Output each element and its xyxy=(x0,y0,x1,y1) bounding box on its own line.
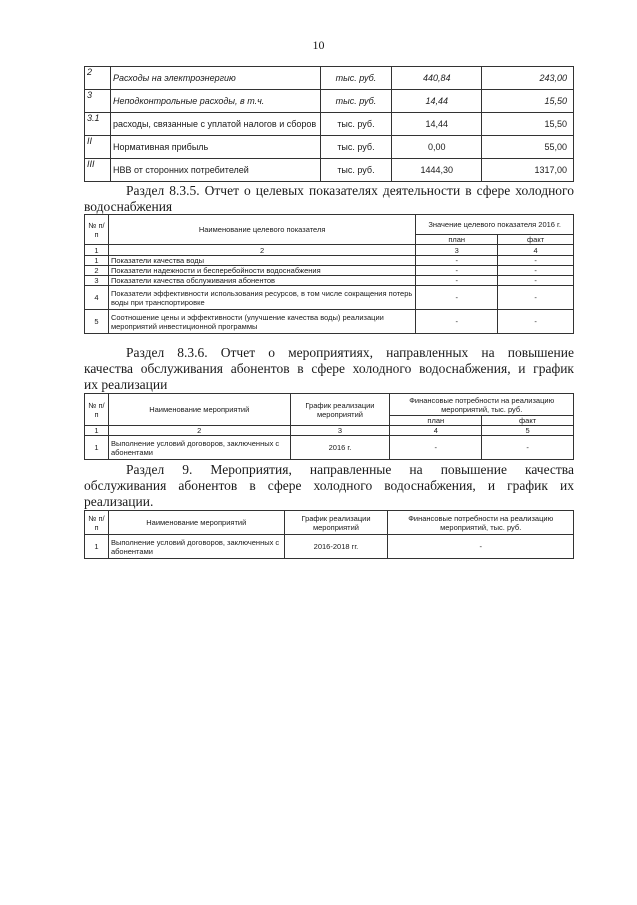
section-836-heading xyxy=(84,345,574,393)
col-plan-header: план xyxy=(416,235,498,245)
table-row xyxy=(85,535,574,559)
row-number: III xyxy=(85,159,111,182)
col-plan-header: план xyxy=(390,416,482,426)
section-9-heading-line1: Раздел 9. Мероприятия, направленные на повышение качества xyxy=(126,462,574,477)
row-plan: 14,44 xyxy=(392,113,482,136)
section-835-heading xyxy=(84,183,574,215)
section-9-heading xyxy=(84,462,574,510)
row-number: 3.1 xyxy=(85,113,111,136)
row-plan: - xyxy=(416,256,498,266)
row-name: Показатели надежности и бесперебойности водоснабжения xyxy=(108,266,415,276)
row-plan: 440,84 xyxy=(392,67,482,90)
row-unit: тыс. руб. xyxy=(320,113,392,136)
row-number: II xyxy=(85,136,111,159)
row-number: 3 xyxy=(85,276,109,286)
row-name: Неподконтрольные расходы, в т.ч. xyxy=(110,90,320,113)
section-836-heading-line3: их реализации xyxy=(84,377,168,392)
col-finance-header: Финансовые потребности на реализацию мероприятий, тыс. руб. xyxy=(390,394,574,416)
row-unit: тыс. руб. xyxy=(320,67,392,90)
col-fact-header: факт xyxy=(498,235,574,245)
row-number: 1 xyxy=(85,256,109,266)
row-number: 1 xyxy=(85,535,109,559)
row-unit: тыс. руб. xyxy=(320,136,392,159)
row-name: Нормативная прибыль xyxy=(110,136,320,159)
section-9-heading-line2: обслуживания абонентов в сфере холодного водоснабжения, и график их xyxy=(84,478,574,493)
col-num-header: № п/п xyxy=(85,511,109,535)
target-indicators-body xyxy=(85,256,574,334)
page-number: 10 xyxy=(312,38,325,52)
col-schedule-header: График реализации мероприятий xyxy=(290,394,390,426)
row-fact: 15,50 xyxy=(482,90,574,113)
row-unit: тыс. руб. xyxy=(320,90,392,113)
col-name-header: Наименование мероприятий xyxy=(108,394,290,426)
index-cell: 2 xyxy=(108,426,290,436)
row-plan: - xyxy=(416,266,498,276)
index-cell: 3 xyxy=(416,245,498,256)
row-fact: 15,50 xyxy=(482,113,574,136)
row-number: 2 xyxy=(85,67,111,90)
row-plan: 1444,30 xyxy=(392,159,482,182)
row-fact: - xyxy=(498,276,574,286)
section-835-heading-line1: Раздел 8.3.5. Отчет о целевых показателях деятельности в сфере холодного xyxy=(126,183,574,198)
row-number: 1 xyxy=(85,436,109,460)
row-plan: - xyxy=(416,310,498,334)
row-name: Расходы на электроэнергию xyxy=(110,67,320,90)
table-row xyxy=(85,67,574,90)
index-cell: 1 xyxy=(85,245,109,256)
section-835-heading-line2: водоснабжения xyxy=(84,199,173,214)
table-row xyxy=(85,90,574,113)
row-plan: - xyxy=(416,286,498,310)
measures-report-table xyxy=(84,393,574,460)
index-cell: 1 xyxy=(85,426,109,436)
cost-table xyxy=(84,66,574,182)
table-row xyxy=(85,136,574,159)
table-row xyxy=(85,159,574,182)
table-row xyxy=(85,113,574,136)
index-cell: 2 xyxy=(108,245,415,256)
table-row xyxy=(85,266,574,276)
table-row xyxy=(85,276,574,286)
row-name: Показатели эффективности использования ресурсов, в том числе сокращения потерь воды при транспортировке xyxy=(108,286,415,310)
row-schedule: 2016-2018 гг. xyxy=(284,535,388,559)
col-name-header: Наименование мероприятий xyxy=(108,511,284,535)
row-unit: тыс. руб. xyxy=(320,159,392,182)
row-fact: - xyxy=(498,310,574,334)
row-fact: - xyxy=(482,436,574,460)
row-fact: 243,00 xyxy=(482,67,574,90)
table-row xyxy=(85,310,574,334)
index-cell: 3 xyxy=(290,426,390,436)
row-number: 2 xyxy=(85,266,109,276)
section-9-heading-line3: реализации. xyxy=(84,494,154,509)
table-row xyxy=(85,286,574,310)
col-num-header: № п/п xyxy=(85,215,109,245)
row-name: Показатели качества воды xyxy=(108,256,415,266)
measures-report-body xyxy=(85,436,574,460)
section-836-heading-line2: качества обслуживания абонентов в сфере холодного водоснабжения, и график xyxy=(84,361,574,376)
col-num-header: № п/п xyxy=(85,394,109,426)
row-fact: - xyxy=(498,286,574,310)
col-fact-header: факт xyxy=(482,416,574,426)
row-number: 3 xyxy=(85,90,111,113)
table-row xyxy=(85,436,574,460)
col-finance-header: Финансовые потребности на реализацию мероприятий, тыс. руб. xyxy=(388,511,574,535)
row-plan: - xyxy=(416,276,498,286)
row-name: расходы, связанные с уплатой налогов и сборов xyxy=(110,113,320,136)
row-plan: 14,44 xyxy=(392,90,482,113)
cost-table-body xyxy=(85,67,574,182)
row-fact: - xyxy=(498,256,574,266)
target-indicators-table xyxy=(84,214,574,334)
col-value-header: Значение целевого показателя 2016 г. xyxy=(416,215,574,235)
col-name-header: Наименование целевого показателя xyxy=(108,215,415,245)
row-number: 4 xyxy=(85,286,109,310)
row-name: Соотношение цены и эффективности (улучшение качества воды) реализации мероприятий инвестиционной программы xyxy=(108,310,415,334)
index-cell: 5 xyxy=(482,426,574,436)
row-name: НВВ от сторонних потребителей xyxy=(110,159,320,182)
index-cell: 4 xyxy=(498,245,574,256)
table-row xyxy=(85,256,574,266)
row-fact: 55,00 xyxy=(482,136,574,159)
row-fact: - xyxy=(498,266,574,276)
col-schedule-header: График реализации мероприятий xyxy=(284,511,388,535)
row-plan: - xyxy=(390,436,482,460)
section-836-heading-line1: Раздел 8.3.6. Отчет о мероприятиях, направленных на повышение xyxy=(126,345,574,360)
row-plan: 0,00 xyxy=(392,136,482,159)
row-number: 5 xyxy=(85,310,109,334)
index-cell: 4 xyxy=(390,426,482,436)
row-name: Выполнение условий договоров, заключенных с абонентами xyxy=(108,535,284,559)
row-fact: 1317,00 xyxy=(482,159,574,182)
row-name: Показатели качества обслуживания абонентов xyxy=(108,276,415,286)
row-name: Выполнение условий договоров, заключенных с абонентами xyxy=(108,436,290,460)
measures-plan-table xyxy=(84,510,574,559)
row-finance: - xyxy=(388,535,574,559)
measures-plan-body xyxy=(85,535,574,559)
row-schedule: 2016 г. xyxy=(290,436,390,460)
